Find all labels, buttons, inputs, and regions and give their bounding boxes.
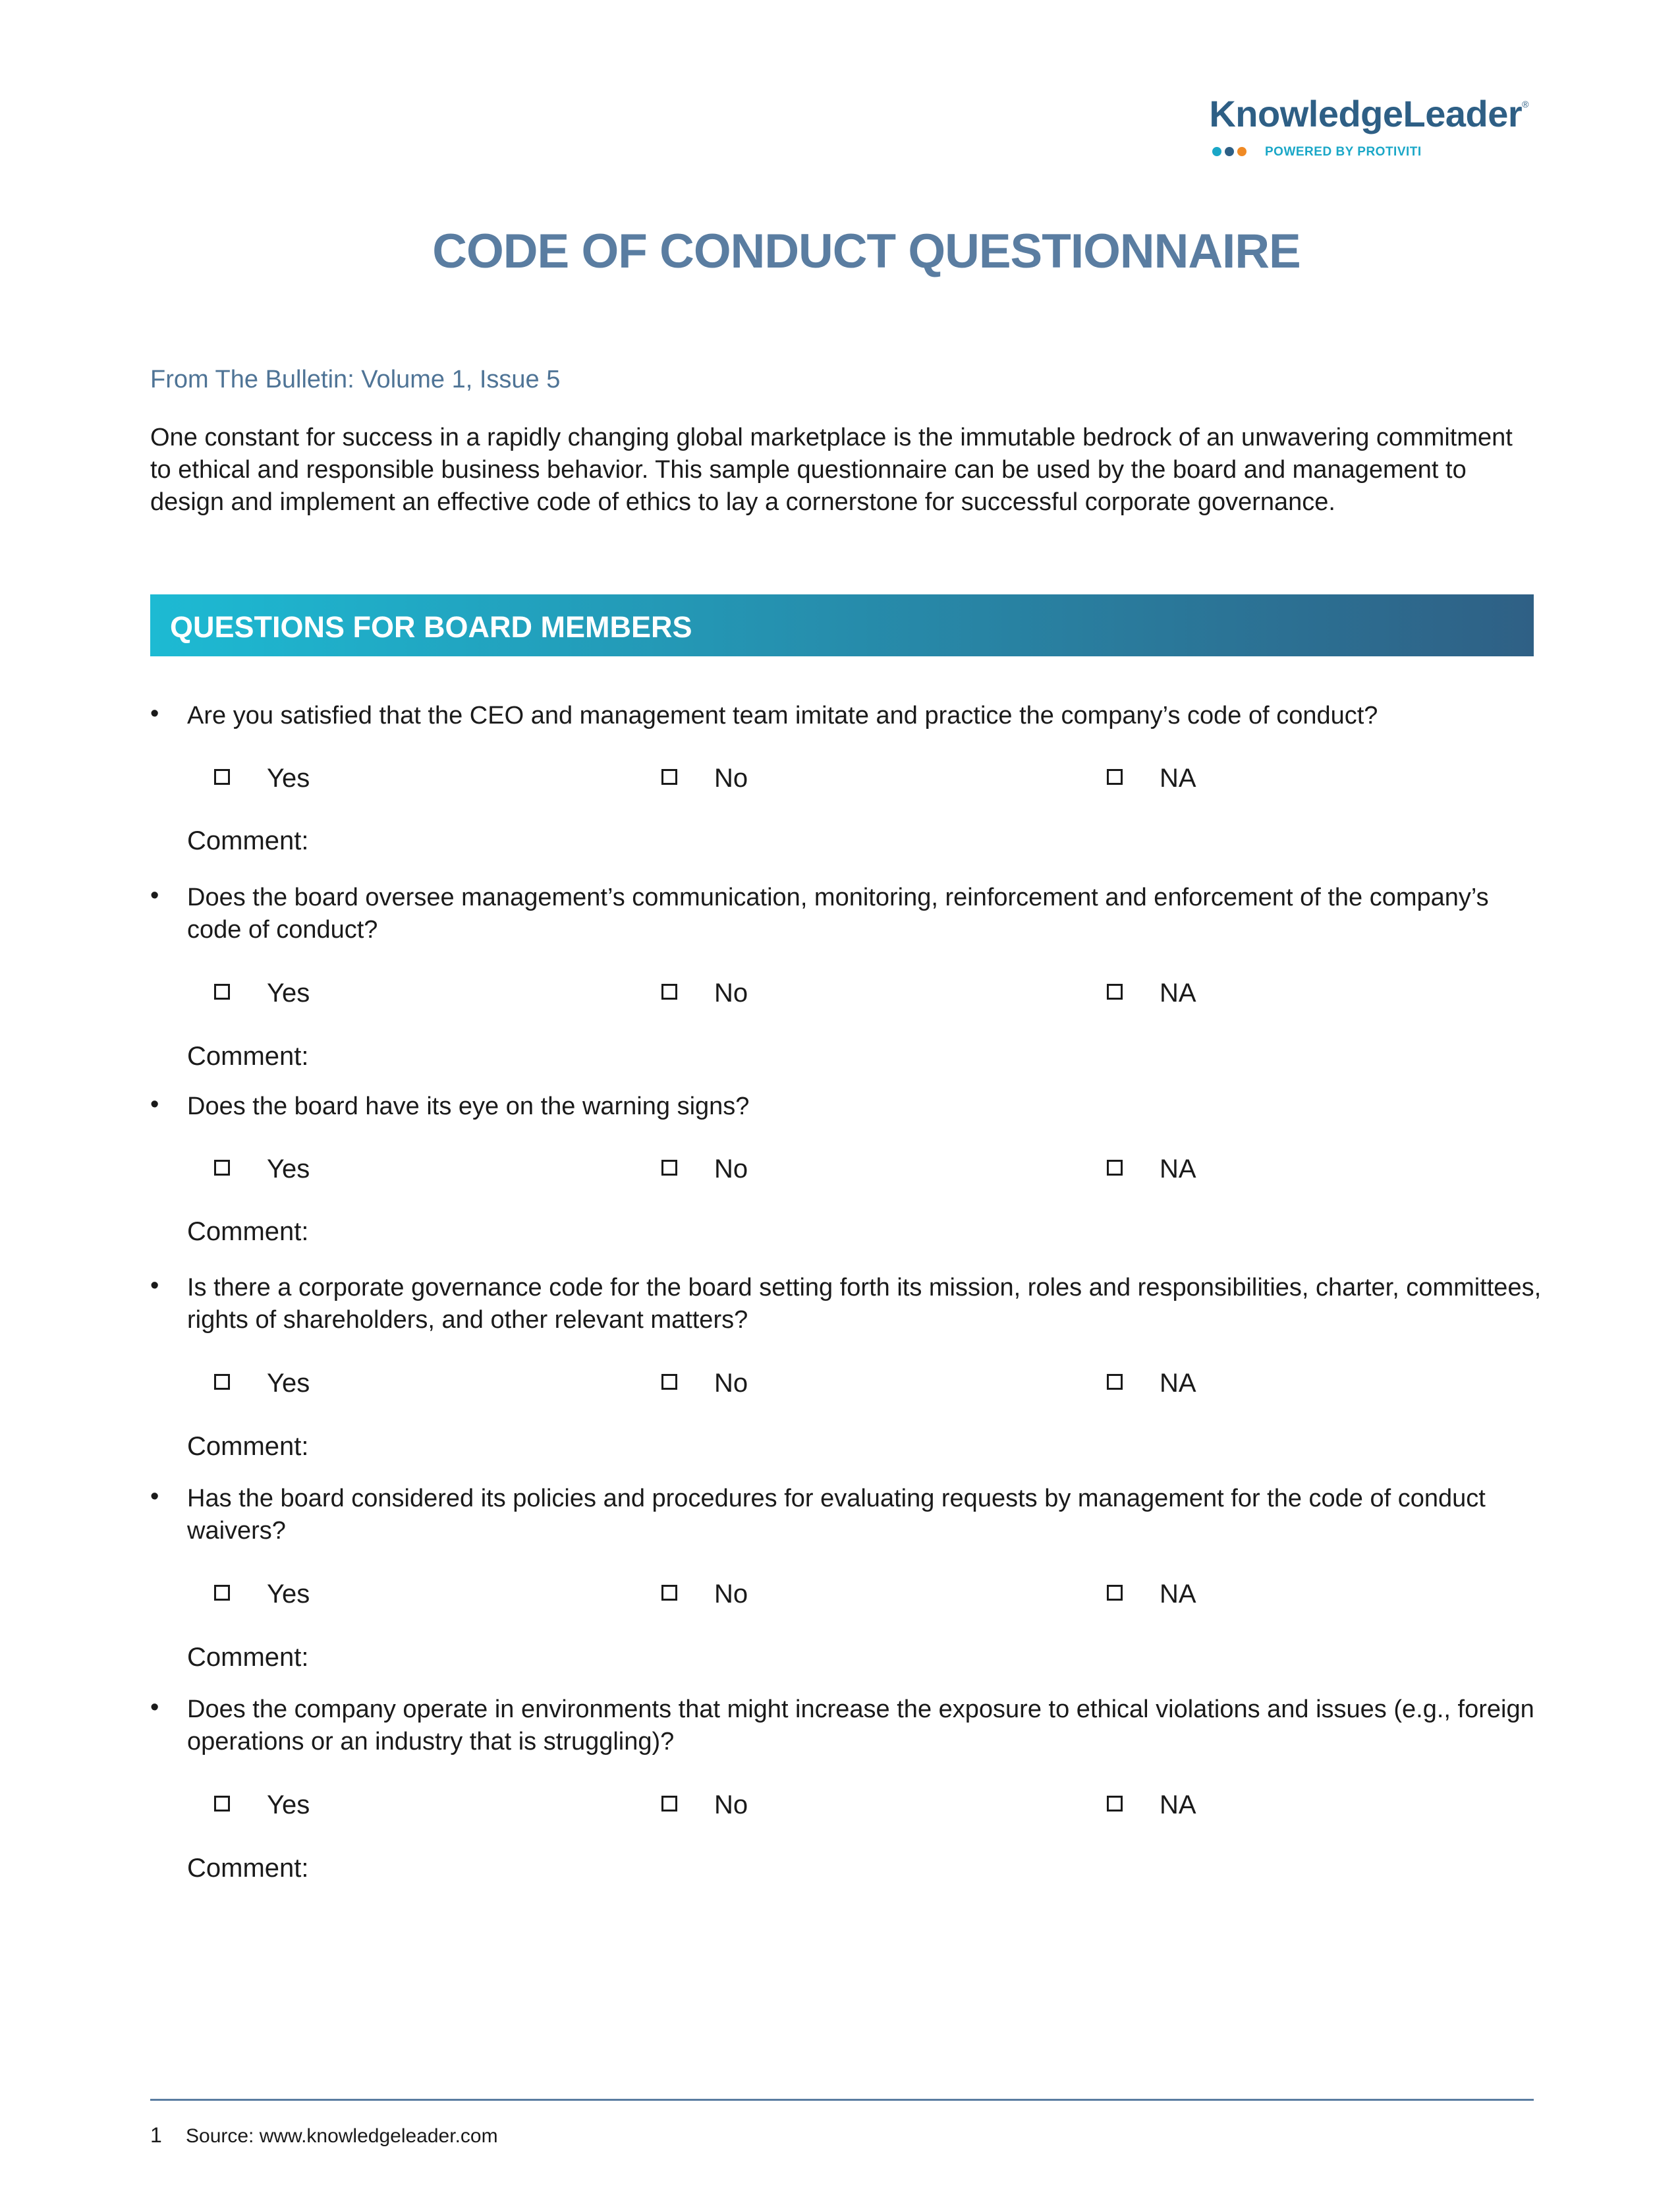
bullet: • [150, 1272, 159, 1299]
checkbox-na[interactable] [1107, 984, 1123, 1000]
question-text: Does the board have its eye on the warning signs? [187, 1093, 750, 1120]
comment-label: Comment: [187, 1643, 309, 1672]
intro-paragraph: One constant for success in a rapidly changing global marketplace is the immutable bedrock of an unwavering commitment to ethical and responsible business behavior. This sample questionnaire can be used by the board and management to design and implement an effective code of ethics to lay a cornerstone for successful corporate governance. [150, 424, 1513, 516]
checkbox-yes[interactable] [214, 1160, 230, 1176]
logo-dot-icon [1225, 147, 1234, 156]
checkbox-no[interactable] [661, 984, 677, 1000]
checkbox-na[interactable] [1107, 1585, 1123, 1601]
comment-label: Comment: [187, 1042, 309, 1071]
option-label-no: No [714, 1369, 748, 1398]
comment-label: Comment: [187, 826, 309, 855]
page-title: CODE OF CONDUCT QUESTIONNAIRE [432, 225, 1301, 278]
checkbox-no[interactable] [661, 1160, 677, 1176]
option-label-yes: Yes [267, 1155, 310, 1184]
question-text: Are you satisfied that the CEO and management team imitate and practice the company’s code of conduct? [187, 702, 1378, 729]
logo-dot-icon [1237, 147, 1246, 156]
option-label-na: NA [1160, 764, 1196, 793]
question-text: Is there a corporate governance code for the board setting forth its mission, roles and responsibilities, charter, committees, rights of shareholders, and other relevant matters? [187, 1274, 1542, 1334]
knowledgeleader-logo [1209, 92, 1528, 165]
option-label-na: NA [1160, 1790, 1196, 1819]
checkbox-no[interactable] [661, 1374, 677, 1390]
option-label-na: NA [1160, 1369, 1196, 1398]
checkbox-no[interactable] [661, 769, 677, 785]
bullet: • [150, 700, 159, 728]
option-label-yes: Yes [267, 979, 310, 1008]
option-label-yes: Yes [267, 1580, 310, 1609]
section-banner [150, 594, 1534, 656]
checkbox-yes[interactable] [214, 1585, 230, 1601]
option-label-no: No [714, 1790, 748, 1819]
option-label-yes: Yes [267, 764, 310, 793]
checkbox-yes[interactable] [214, 769, 230, 785]
option-label-yes: Yes [267, 1790, 310, 1819]
checkbox-yes[interactable] [214, 984, 230, 1000]
bullet: • [150, 882, 159, 909]
checkbox-no[interactable] [661, 1796, 677, 1812]
logo-name: KnowledgeLeader® [1209, 93, 1528, 134]
checkbox-na[interactable] [1107, 1374, 1123, 1390]
option-label-no: No [714, 764, 748, 793]
checkbox-na[interactable] [1107, 769, 1123, 785]
option-label-na: NA [1160, 979, 1196, 1008]
logo-dots-icon [1212, 147, 1246, 156]
footer-divider [150, 2099, 1534, 2101]
logo-powered-by: POWERED BY PROTIVITI [1265, 145, 1422, 159]
subtitle: From The Bulletin: Volume 1, Issue 5 [150, 366, 561, 393]
footer-page-number: 1 [150, 2123, 162, 2147]
comment-label: Comment: [187, 1217, 309, 1246]
option-label-na: NA [1160, 1155, 1196, 1184]
option-label-no: No [714, 1155, 748, 1184]
checkbox-na[interactable] [1107, 1160, 1123, 1176]
option-label-yes: Yes [267, 1369, 310, 1398]
comment-label: Comment: [187, 1432, 309, 1461]
checkbox-yes[interactable] [214, 1374, 230, 1390]
comment-label: Comment: [187, 1854, 309, 1883]
bullet: • [150, 1694, 159, 1721]
bullet: • [150, 1091, 159, 1118]
question-text: Does the company operate in environments that might increase the exposure to ethical violations and issues (e.g., foreign operations or an industry that is struggling)? [187, 1696, 1534, 1755]
checkbox-no[interactable] [661, 1585, 677, 1601]
question-text: Does the board oversee management’s communication, monitoring, reinforcement and enforcement of the company’s code of conduct? [187, 884, 1489, 944]
option-label-na: NA [1160, 1580, 1196, 1609]
option-label-no: No [714, 979, 748, 1008]
option-label-no: No [714, 1580, 748, 1609]
bullet: • [150, 1483, 159, 1510]
section-heading: QUESTIONS FOR BOARD MEMBERS [170, 610, 692, 644]
checkbox-yes[interactable] [214, 1796, 230, 1812]
footer-source: Source: www.knowledgeleader.com [186, 2125, 498, 2147]
checkbox-na[interactable] [1107, 1796, 1123, 1812]
question-text: Has the board considered its policies and procedures for evaluating requests by management for the code of conduct waivers? [187, 1485, 1486, 1545]
logo-dot-icon [1212, 147, 1221, 156]
